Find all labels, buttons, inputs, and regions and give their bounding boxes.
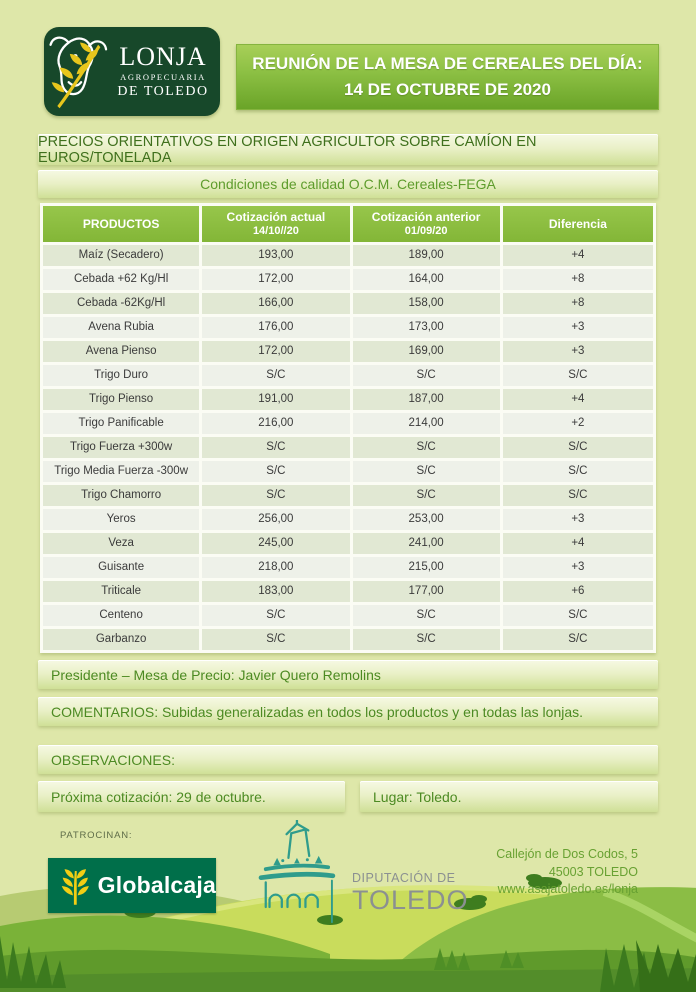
product-cell: Trigo Pienso — [43, 389, 199, 410]
previous-price-cell: S/C — [353, 461, 500, 482]
product-cell: Trigo Duro — [43, 365, 199, 386]
globalcaja-logo — [48, 858, 216, 913]
current-price-cell: S/C — [202, 485, 349, 506]
difference-cell: +4 — [503, 389, 653, 410]
current-price-cell: 172,00 — [202, 341, 349, 362]
difference-cell: S/C — [503, 461, 653, 482]
observaciones-bar: OBSERVACIONES: — [38, 745, 658, 774]
col-header-diferencia — [503, 206, 653, 242]
current-price-cell: 176,00 — [202, 317, 349, 338]
col-header-sublabel: 14/10//20 — [252, 224, 299, 237]
table-row — [43, 245, 653, 266]
previous-price-cell: 158,00 — [353, 293, 500, 314]
col-header-sublabel: 01/09/20 — [404, 224, 448, 237]
product-cell: Trigo Panificable — [43, 413, 199, 434]
current-price-cell: 218,00 — [202, 557, 349, 578]
col-header-cotizacion-anterior — [353, 206, 500, 242]
col-header-productos — [43, 206, 199, 242]
address-line1: Callejón de Dos Codos, 5 — [496, 847, 638, 861]
banner-line1: REUNIÓN DE LA MESA DE CEREALES DEL DÍA: — [252, 53, 643, 73]
presidente-bar: Presidente – Mesa de Precio: Javier Quero Remolins — [38, 660, 658, 689]
product-cell: Avena Pienso — [43, 341, 199, 362]
lugar-bar: Lugar: Toledo. — [360, 781, 658, 812]
current-price-cell: S/C — [202, 629, 349, 650]
contact-address — [496, 846, 638, 899]
difference-cell: +3 — [503, 509, 653, 530]
price-table — [40, 203, 656, 653]
table-row — [43, 533, 653, 554]
precios-bar: PRECIOS ORIENTATIVOS EN ORIGEN AGRICULTOR SOBRE CAMÍON EN EUROS/TONELADA — [38, 134, 658, 165]
difference-cell: S/C — [503, 365, 653, 386]
difference-cell: S/C — [503, 437, 653, 458]
col-header-cotizacion-actual — [202, 206, 349, 242]
diputacion-text — [352, 872, 469, 924]
previous-price-cell: S/C — [353, 485, 500, 506]
product-cell: Centeno — [43, 605, 199, 626]
table-row — [43, 485, 653, 506]
table-header-row — [43, 206, 653, 242]
previous-price-cell: 164,00 — [353, 269, 500, 290]
address-line2: 45003 TOLEDO — [548, 864, 638, 879]
product-cell: Cebada +62 Kg/Hl — [43, 269, 199, 290]
difference-cell: S/C — [503, 629, 653, 650]
current-price-cell: 245,00 — [202, 533, 349, 554]
table-row — [43, 605, 653, 626]
difference-cell: +3 — [503, 557, 653, 578]
table-row — [43, 389, 653, 410]
table-row — [43, 629, 653, 650]
current-price-cell: 191,00 — [202, 389, 349, 410]
col-header-label: PRODUCTOS — [82, 216, 160, 231]
previous-price-cell: 253,00 — [353, 509, 500, 530]
product-cell: Triticale — [43, 581, 199, 602]
product-cell: Guisante — [43, 557, 199, 578]
product-cell: Cebada -62Kg/Hl — [43, 293, 199, 314]
difference-cell: +2 — [503, 413, 653, 434]
difference-cell: +6 — [503, 581, 653, 602]
product-cell: Yeros — [43, 509, 199, 530]
globalcaja-wheat-icon — [58, 866, 92, 906]
table-row — [43, 509, 653, 530]
current-price-cell: 256,00 — [202, 509, 349, 530]
table-row — [43, 581, 653, 602]
globalcaja-label: Globalcaja — [97, 872, 216, 898]
table-row — [43, 269, 653, 290]
current-price-cell: S/C — [202, 605, 349, 626]
difference-cell: +4 — [503, 245, 653, 266]
current-price-cell: 216,00 — [202, 413, 349, 434]
table-row — [43, 293, 653, 314]
proxima-cotizacion-bar: Próxima cotización: 29 de octubre. — [38, 781, 345, 812]
product-cell: Trigo Fuerza +300w — [43, 437, 199, 458]
current-price-cell: 172,00 — [202, 269, 349, 290]
product-cell: Avena Rubia — [43, 317, 199, 338]
address-website: www.asajatoledo.es/lonja — [497, 882, 638, 896]
logo-line2: AGROPECUARIA — [120, 72, 206, 83]
previous-price-cell: 241,00 — [353, 533, 500, 554]
difference-cell: S/C — [503, 485, 653, 506]
current-price-cell: S/C — [202, 437, 349, 458]
table-row — [43, 413, 653, 434]
patrocinan-label: PATROCINAN: — [60, 830, 133, 841]
product-cell: Veza — [43, 533, 199, 554]
meeting-banner — [236, 44, 659, 110]
comentarios-bar: COMENTARIOS: Subidas generalizadas en todos los productos y en todas las lonjas. — [38, 697, 658, 726]
product-cell: Garbanzo — [43, 629, 199, 650]
previous-price-cell: 177,00 — [353, 581, 500, 602]
difference-cell: +8 — [503, 269, 653, 290]
diputacion-line2: TOLEDO — [352, 884, 469, 915]
current-price-cell: 166,00 — [202, 293, 349, 314]
previous-price-cell: 215,00 — [353, 557, 500, 578]
table-row — [43, 341, 653, 362]
condiciones-bar: Condiciones de calidad O.C.M. Cereales-FEGA — [38, 170, 658, 198]
product-cell: Maíz (Secadero) — [43, 245, 199, 266]
banner-line2: 14 DE OCTUBRE DE 2020 — [344, 80, 551, 99]
logo-line3: DE TOLEDO — [117, 83, 209, 99]
difference-cell: +4 — [503, 533, 653, 554]
current-price-cell: S/C — [202, 461, 349, 482]
current-price-cell: S/C — [202, 365, 349, 386]
bull-wheat-icon — [46, 31, 114, 113]
previous-price-cell: S/C — [353, 629, 500, 650]
table-row — [43, 437, 653, 458]
col-header-label: Cotización anterior — [371, 209, 481, 224]
table-row — [43, 317, 653, 338]
table-row — [43, 461, 653, 482]
table-body — [43, 245, 653, 650]
table-row — [43, 557, 653, 578]
previous-price-cell: S/C — [353, 437, 500, 458]
logo-line1: LONJA — [119, 42, 207, 72]
lonja-logo — [44, 27, 220, 116]
previous-price-cell: 187,00 — [353, 389, 500, 410]
difference-cell: +8 — [503, 293, 653, 314]
difference-cell: S/C — [503, 605, 653, 626]
lonja-logo-text — [114, 44, 212, 99]
previous-price-cell: 169,00 — [353, 341, 500, 362]
current-price-cell: 183,00 — [202, 581, 349, 602]
previous-price-cell: 214,00 — [353, 413, 500, 434]
product-cell: Trigo Media Fuerza -300w — [43, 461, 199, 482]
difference-cell: +3 — [503, 341, 653, 362]
previous-price-cell: 173,00 — [353, 317, 500, 338]
previous-price-cell: S/C — [353, 605, 500, 626]
table-row — [43, 365, 653, 386]
diputacion-line1: DIPUTACIÓN DE — [352, 871, 456, 885]
diputacion-logo — [248, 820, 469, 924]
previous-price-cell: S/C — [353, 365, 500, 386]
product-cell: Trigo Chamorro — [43, 485, 199, 506]
difference-cell: +3 — [503, 317, 653, 338]
col-header-label: Cotización actual — [226, 209, 326, 224]
current-price-cell: 193,00 — [202, 245, 349, 266]
diputacion-building-icon — [248, 820, 344, 924]
previous-price-cell: 189,00 — [353, 245, 500, 266]
col-header-label: Diferencia — [548, 216, 607, 231]
